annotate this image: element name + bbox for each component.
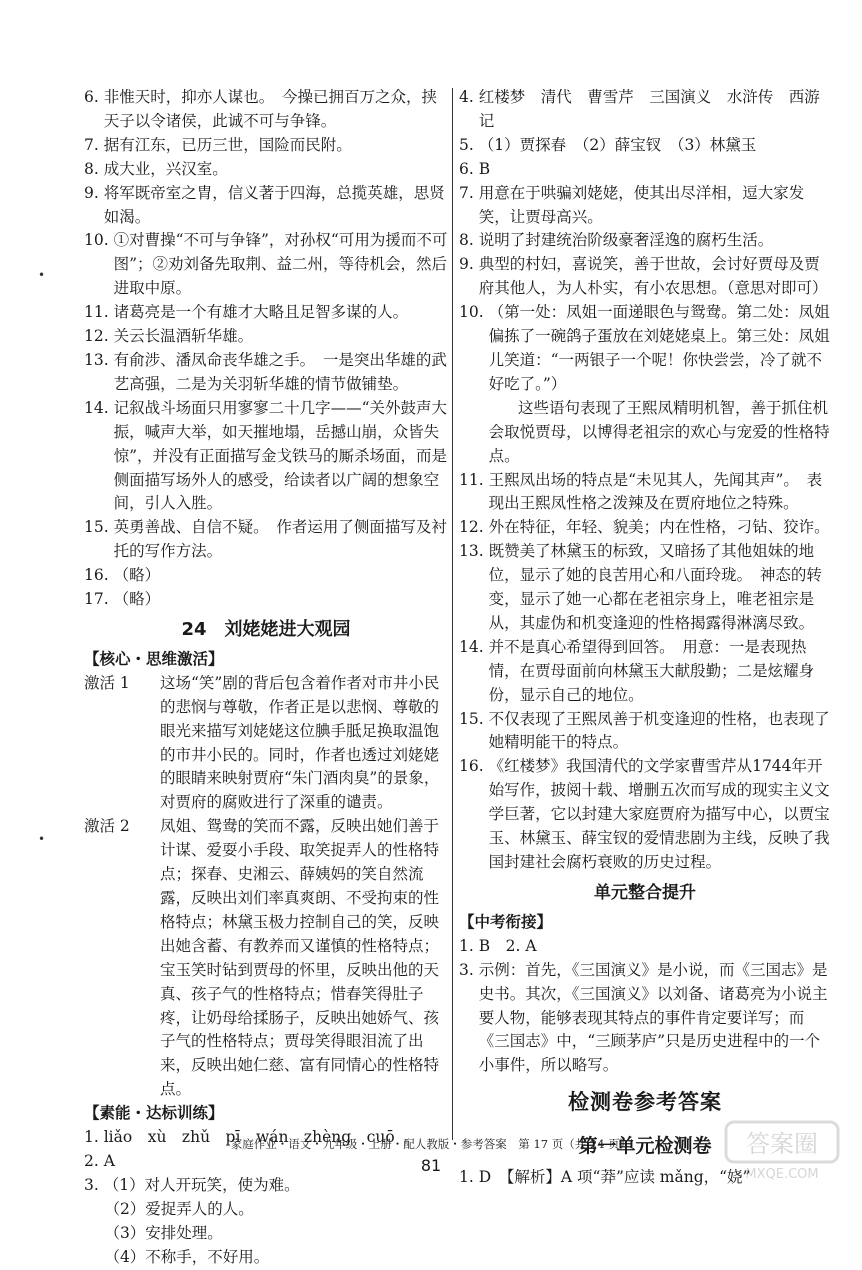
item-number: 2. xyxy=(84,1151,104,1170)
item-number: 3. xyxy=(84,1175,104,1194)
answer-item xyxy=(459,755,831,875)
item-text xyxy=(104,1174,448,1198)
page-footer: 家庭作业・语文・九年级・上册・配人教版・参考答案 第 17 页（共 24 页） xyxy=(230,1137,632,1151)
item-text xyxy=(104,134,448,158)
answer-item xyxy=(459,158,831,182)
right-column xyxy=(459,86,831,1190)
answer-item xyxy=(84,325,448,349)
item-text xyxy=(489,540,831,636)
item-number: 11. xyxy=(84,303,114,322)
item-text-line: （2）爱捉弄人的人。 xyxy=(104,1199,254,1218)
answer-list xyxy=(84,86,448,612)
answer-item xyxy=(84,301,448,325)
page-number: 81 xyxy=(420,1156,442,1175)
item-text-line: （第一处：凤姐一面递眼色与鸳鸯。第二处：凤姐偏拣了一碗鸽子蛋放在刘姥姥桌上。第三处：凤姐儿笑道：“一两银子一个呢！你快尝尝，冷了就不好吃了。”） xyxy=(488,303,830,393)
item-number: 3. xyxy=(459,960,479,979)
answer-item xyxy=(459,134,831,158)
item-number: 12. xyxy=(84,327,114,346)
item-text xyxy=(104,158,448,182)
exam-tag: 【中考衔接】 xyxy=(459,912,553,931)
item-text-paragraph: 这些语句表现了王熙凤精明机智，善于抓住机会取悦贾母，以博得老祖宗的欢心与宠爱的性格特点。 xyxy=(488,398,830,465)
item-text-line: 既赞美了林黛玉的标致，又暗扬了其他姐妹的地位，显示了她的良苦用心和八面玲珑。 神态的转变，显示了她一心都在老祖宗身上，唯老祖宗是从，其虚伪和机变逢迎的性格揭露得淋漓尽致。 xyxy=(488,542,822,632)
item-number: 13. xyxy=(84,350,114,369)
answer-item xyxy=(459,636,831,708)
answer-item xyxy=(84,1174,448,1198)
activation-label: 激活 1 xyxy=(84,673,130,692)
column-divider xyxy=(452,88,453,1140)
answer-item xyxy=(84,397,448,517)
item-text-line: 关云长温酒斩华雄。 xyxy=(113,327,254,346)
answer-item xyxy=(84,564,448,588)
item-text xyxy=(114,397,448,517)
item-text-line: 英勇善战、自信不疑。 作者运用了侧面描写及衬托的写作方法。 xyxy=(113,518,447,561)
answer-item xyxy=(84,1246,448,1270)
item-text xyxy=(114,516,448,564)
exam-list xyxy=(459,935,831,1078)
watermark-url: MXQE.COM xyxy=(745,1167,819,1182)
item-number: 4. xyxy=(459,88,479,106)
item-text-line: 说明了封建统治阶级豪奢淫逸的腐朽生活。 xyxy=(478,231,774,250)
item-text xyxy=(114,301,448,325)
item-number: 11. xyxy=(459,470,489,489)
activation-text: 凤姐、鸳鸯的笑而不露，反映出她们善于计谋、爱耍小手段、取笑捉弄人的性格特点；探春、史湘云、薛姨妈的笑自然流露，反映出刘们率真爽朗、不受拘束的性格特点；林黛玉极力控制自己的笑，反映出她含蓄、有教养而又谨慎的性格特点；宝玉笑时钻到贾母的怀里，反映出他的天真、孩子气的性格特点；惜春笑得肚子疼，让奶母给揉肠子，反映出她娇气、孩子气的性格特点；贾母笑得眼泪流了出来，反映出她仁慈、富有同情心的性格特点。 xyxy=(160,817,440,1099)
item-text xyxy=(489,301,831,468)
item-text-line: 据有江东，已历三世，国险而民附。 xyxy=(103,135,352,154)
answer-item xyxy=(84,349,448,397)
answer-item xyxy=(459,708,831,756)
item-text-line: 不仅表现了王熙凤善于机变逢迎的性格，也表现了她精明能干的特点。 xyxy=(488,709,830,752)
answer-item xyxy=(459,301,831,468)
item-text-line: （1）对人开玩笑，使为难。 xyxy=(103,1175,300,1194)
item-number: 9. xyxy=(84,183,104,202)
item-number: 14. xyxy=(459,637,489,656)
item-number: 14. xyxy=(84,398,114,417)
item-text-line: 用意在于哄骗刘姥姥，使其出尽洋相，逗大家发笑，让贾母高兴。 xyxy=(478,183,805,226)
item-text-line: B 2. A xyxy=(478,936,537,955)
item-text-line: （略） xyxy=(113,590,161,609)
answers-title: 检测卷参考答案 xyxy=(568,1090,722,1115)
item-number: 10. xyxy=(84,231,114,250)
item-text xyxy=(104,1222,448,1246)
item-text-line: 外在特征，年轻、貌美；内在性格，刁钻、狡诈。 xyxy=(488,518,830,537)
unit-title: 单元整合提升 xyxy=(594,882,696,903)
answer-list xyxy=(459,86,831,875)
item-text xyxy=(489,636,831,708)
answer-item xyxy=(459,469,831,517)
item-text xyxy=(479,959,831,1079)
answer-item xyxy=(459,959,831,1079)
item-text xyxy=(489,755,831,875)
item-number: 12. xyxy=(459,518,489,537)
item-text-line: liǎo xù zhǔ pī wán zhèng cuō xyxy=(103,1128,395,1147)
item-text-line: 有俞涉、潘凤命丧华雄之手。 一是突出华雄的武艺高强，二是为关羽斩华雄的情节做铺垫。 xyxy=(113,350,447,393)
answer-item xyxy=(84,1222,448,1246)
item-number: 1. xyxy=(459,936,479,955)
core-tag: 【核心・思维激活】 xyxy=(84,649,224,668)
item-text-line: 将军既帝室之胄，信义著于四海，总揽英雄，思贤如渴。 xyxy=(103,183,445,226)
activation-list xyxy=(84,672,448,1102)
item-text xyxy=(114,588,448,612)
scan-mark: • xyxy=(38,832,46,846)
item-text-line: D 【解析】A 项“莽”应读 mǎng，“娆” xyxy=(478,1168,751,1187)
item-text xyxy=(479,182,831,230)
item-number: 1. xyxy=(459,1168,479,1187)
item-text-line: 记叙战斗场面只用寥寥二十几字——“关外鼓声大振，喊声大举，如天摧地塌，岳撼山崩，众皆失惊”，并没有正面描写金戈铁马的厮杀场面，而是侧面描写场外人的感受，给读者以广阔的想象空间，引人入胜。 xyxy=(113,398,448,513)
item-text xyxy=(114,229,448,301)
activation-item xyxy=(84,672,448,815)
item-number xyxy=(84,1222,104,1246)
item-number: 8. xyxy=(459,231,479,250)
answer-item xyxy=(84,182,448,230)
item-text xyxy=(114,349,448,397)
item-number: 15. xyxy=(84,518,114,537)
item-text xyxy=(479,158,831,182)
item-number: 15. xyxy=(459,709,489,728)
answer-item xyxy=(84,588,448,612)
left-column xyxy=(84,86,448,1270)
item-number: 7. xyxy=(459,183,479,202)
item-text-line: （3）安排处理。 xyxy=(104,1223,223,1242)
item-number: 5. xyxy=(459,135,479,154)
activation-text: 这场“笑”剧的背后包含着作者对市井小民的悲悯与尊敬，作者正是以悲悯、尊敬的眼光来描写刘姥姥这位腆手胝足换取温饱的市井小民的。同时，作者也透过刘姥姥的眼睛来映射贾府“朱门酒肉臭”的景象，对贾府的腐败进行了深重的谴责。 xyxy=(160,673,440,812)
watermark-text: 答案圈 xyxy=(746,1130,818,1158)
item-number xyxy=(84,1198,104,1222)
item-number: 17. xyxy=(84,590,114,609)
item-text-line: A xyxy=(103,1151,115,1170)
answer-item xyxy=(459,253,831,301)
answer-item xyxy=(84,516,448,564)
item-text-line: 并不是真心希望得到回答。 用意：一是表现热情，在贾母面前向林黛玉大献殷勤；二是炫耀身份，显示自己的地位。 xyxy=(488,637,815,704)
item-number: 6. xyxy=(459,159,479,178)
item-text xyxy=(479,935,831,959)
item-text xyxy=(114,564,448,588)
answer-item xyxy=(459,540,831,636)
item-text xyxy=(104,1198,448,1222)
item-text-line: B xyxy=(478,159,491,178)
item-text xyxy=(479,253,831,301)
item-number: 8. xyxy=(84,159,104,178)
item-text xyxy=(104,86,448,134)
item-number: 16. xyxy=(84,566,114,585)
item-number: 9. xyxy=(459,255,479,274)
item-text xyxy=(489,708,831,756)
item-text-line: ①对曹操“不可与争锋”，对孙权“可用为援而不可图”；②劝刘备先取荆、益二州，等待机会，然后进取中原。 xyxy=(113,231,448,298)
answer-item xyxy=(459,182,831,230)
item-text xyxy=(104,1246,448,1270)
item-text-line: 典型的村妇，喜说笑，善于世故，会讨好贾母及贾府其他人，为人朴实，有小农思想。（意思对即可） xyxy=(478,255,828,298)
skill-tag: 【素能・达标训练】 xyxy=(84,1104,224,1123)
answer-item xyxy=(459,229,831,253)
item-number: 10. xyxy=(459,303,489,322)
item-number: 16. xyxy=(459,757,489,776)
item-text-line: （略） xyxy=(113,566,161,585)
item-text xyxy=(489,469,831,517)
item-number: 6. xyxy=(84,88,104,106)
item-text-line: （4）不称手，不好用。 xyxy=(104,1247,270,1266)
answer-item xyxy=(459,935,831,959)
item-text xyxy=(489,516,831,540)
section-title: 24 刘姥姥进大观园 xyxy=(181,618,351,640)
activation-label: 激活 2 xyxy=(84,817,130,836)
item-text-line: 《红楼梦》我国清代的文学家曹雪芹从1744年开始写作，披阅十载、增删五次而写成的现实主义文学巨著，它以封建大家庭贾府为描写中心，以贾宝玉、林黛玉、薛宝钗的爱情悲剧为主线，反映了我国封建社会腐朽衰败的历史过程。 xyxy=(488,757,830,871)
item-text-line: 红楼梦 清代 曹雪芹 三国演义 水浒传 西游记 xyxy=(478,88,820,130)
item-text xyxy=(479,86,831,134)
answer-item xyxy=(459,86,831,134)
answer-item xyxy=(84,158,448,182)
item-text xyxy=(479,134,831,158)
item-text-line: 诸葛亮是一个有雄才大略且足智多谋的人。 xyxy=(113,303,409,322)
item-text-line: 示例：首先，《三国演义》是小说，而《三国志》是史书。其次，《三国演义》以刘备、诸葛亮为小说主要人物，能够表现其特点的事件肯定要详写；而《三国志》中，“三顾茅庐”只是历史进程中的一个小事件，所以略写。 xyxy=(478,960,828,1075)
item-text xyxy=(104,182,448,230)
item-text-line: （1）贾探春 （2）薛宝钗 （3）林黛玉 xyxy=(478,135,757,154)
item-number: 1. xyxy=(84,1128,104,1147)
item-text-line: 成大业，兴汉室。 xyxy=(103,159,228,178)
item-text-line: 王熙凤出场的特点是“未见其人，先闻其声”。 表现出王熙凤性格之泼辣及在贾府地位之特殊。 xyxy=(488,470,823,513)
item-number xyxy=(84,1246,104,1270)
unit-test-title: 第一单元检测卷 xyxy=(578,1135,712,1158)
item-text xyxy=(479,229,831,253)
scan-mark: • xyxy=(38,268,46,282)
answer-item xyxy=(84,229,448,301)
answer-item xyxy=(84,1198,448,1222)
answer-item xyxy=(84,134,448,158)
answer-item xyxy=(84,86,448,134)
activation-item xyxy=(84,815,448,1102)
watermark-logo xyxy=(722,1118,842,1184)
answer-item xyxy=(459,516,831,540)
item-text-line: 非惟天时，抑亦人谋也。 今操已拥百万之众，挟天子以令诸侯，此诚不可与争锋。 xyxy=(103,88,437,130)
item-number: 13. xyxy=(459,542,489,561)
item-number: 7. xyxy=(84,135,104,154)
item-text xyxy=(114,325,448,349)
